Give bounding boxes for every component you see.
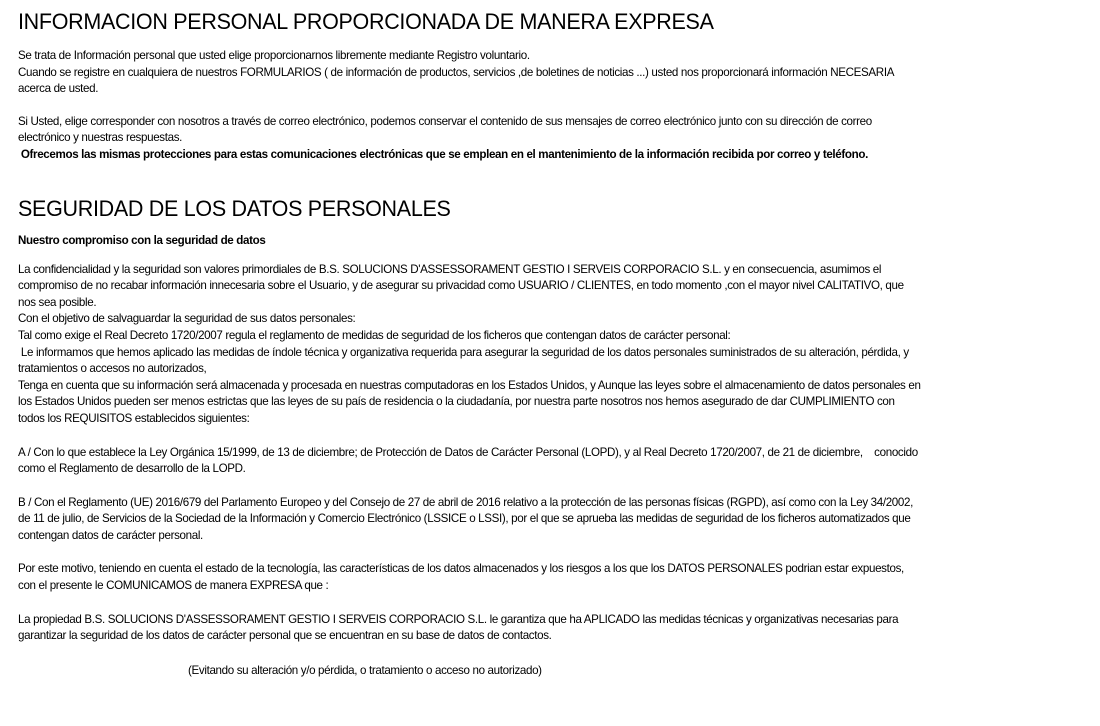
text-line: tratamientos o accesos no autorizados, <box>18 362 207 376</box>
text-line: todos los REQUISITOS establecidos siguientes: <box>18 411 250 425</box>
motive-paragraph <box>18 561 1083 594</box>
text-line: garantizar la seguridad de los datos de carácter personal que se encuentran en su base de datos de contactos. <box>18 629 552 643</box>
text-line: los Estados Unidos pueden ser menos estrictas que las leyes de su país de residencia o la ciudadanía, por nuestra parte nosotros nos hemos asegurado de dar CUMPLIMIENTO con <box>18 395 895 409</box>
text-line: Se trata de Información personal que usted elige proporcionarnos libremente mediante Registro voluntario. <box>18 49 530 62</box>
section1-intro <box>18 48 1083 98</box>
section1-email <box>18 114 1083 164</box>
text-line: La confidencialidad y la seguridad son valores primordiales de B.S. SOLUCIONS D'ASSESSORAMENT GESTIO I SERVEIS CORPORACIO S.L. y en consecuencia, asumimos el <box>18 262 882 276</box>
text-line: B / Con el Reglamento (UE) 2016/679 del Parlamento Europeo y del Consejo de 27 de abril de 2016 relativo a la protección de las personas físicas (RGPD), así como con la Ley 34/2002, <box>18 495 913 509</box>
text-line: de 11 de julio, de Servicios de la Sociedad de la Información y Comercio Electrónico (LSSICE o LSSI), por el que se aprueba las medidas de seguridad de los ficheros automatizados que <box>18 512 911 526</box>
text-line: nos sea posible. <box>18 295 97 309</box>
text-line: con el presente le COMUNICAMOS de manera EXPRESA que : <box>18 579 329 593</box>
text-line: contengan datos de carácter personal. <box>18 528 203 542</box>
text-line: Tenga en cuenta que su información será almacenada y procesada en nuestras computadoras en los Estados Unidos, y Aunque las leyes sobre el almacenamiento de datos personales en <box>18 378 921 392</box>
document-page <box>18 8 1083 679</box>
text-line: A / Con lo que establece la Ley Orgánica 15/1999, de 13 de diciembre; de Protección de Datos de Carácter Personal (LOPD), y al Real Decreto 1720/2007, de 21 de diciembre, conocido <box>18 445 918 459</box>
text-line: Si Usted, elige corresponder con nosotros a través de correo electrónico, podemos conservar el contenido de sus mensajes de correo electrónico junto con su dirección de correo <box>18 114 872 128</box>
requirement-a <box>18 445 1083 478</box>
text-line: acerca de usted. <box>18 82 99 96</box>
text-line: La propiedad B.S. SOLUCIONS D'ASSESSORAMENT GESTIO I SERVEIS CORPORACIO S.L. le garantiza que ha APLICADO las medidas técnicas y organizativas necesarias para <box>18 612 899 626</box>
text-line: Por este motivo, teniendo en cuenta el estado de la tecnología, las características de los datos almacenados y los riesgos a los que los DATOS PERSONALES podrian estar expuestos, <box>18 562 904 576</box>
requirement-b <box>18 495 1083 545</box>
protection-statement: Ofrecemos las mismas protecciones para estas comunicaciones electrónicas que se emplean en el mantenimiento de la información recibida por correo y teléfono. <box>18 147 868 161</box>
text-line: Cuando se registre en cualquiera de nuestros FORMULARIOS ( de información de productos, servicios ,de boletines de noticias ...) usted nos proporcionará información NECESARIA <box>18 65 895 79</box>
footer-note: (Evitando su alteración y/o pérdida, o tratamiento o acceso no autorizado) <box>188 663 542 677</box>
text-line: como el Reglamento de desarrollo de la LOPD. <box>18 462 246 476</box>
text-line: Con el objetivo de salvaguardar la seguridad de sus datos personales: <box>18 312 356 326</box>
text-line: compromiso de no recabar información innecesaria sobre el Usuario, y de asegurar su privacidad como USUARIO / CLIENTES, en todo momento ,con el mayor nivel CALITATIVO, que <box>18 279 904 293</box>
text-line: Le informamos que hemos aplicado las medidas de índole técnica y organizativa requerida para asegurar la seguridad de los datos personales suministrados de su alteración, pérdida, y <box>18 345 909 359</box>
section-subtitle: Nuestro compromiso con la seguridad de datos <box>18 233 266 247</box>
section-title-informacion-personal: INFORMACION PERSONAL PROPORCIONADA DE MANERA EXPRESA <box>18 9 714 35</box>
text-line: Tal como exige el Real Decreto 1720/2007 regula el reglamento de medidas de seguridad de los ficheros que contengan datos de carácter personal: <box>18 328 731 342</box>
section-title-seguridad: SEGURIDAD DE LOS DATOS PERSONALES <box>18 195 451 221</box>
guarantee-paragraph <box>18 612 1083 645</box>
text-line: electrónico y nuestras respuestas. <box>18 131 183 145</box>
security-block-1 <box>18 262 1083 428</box>
